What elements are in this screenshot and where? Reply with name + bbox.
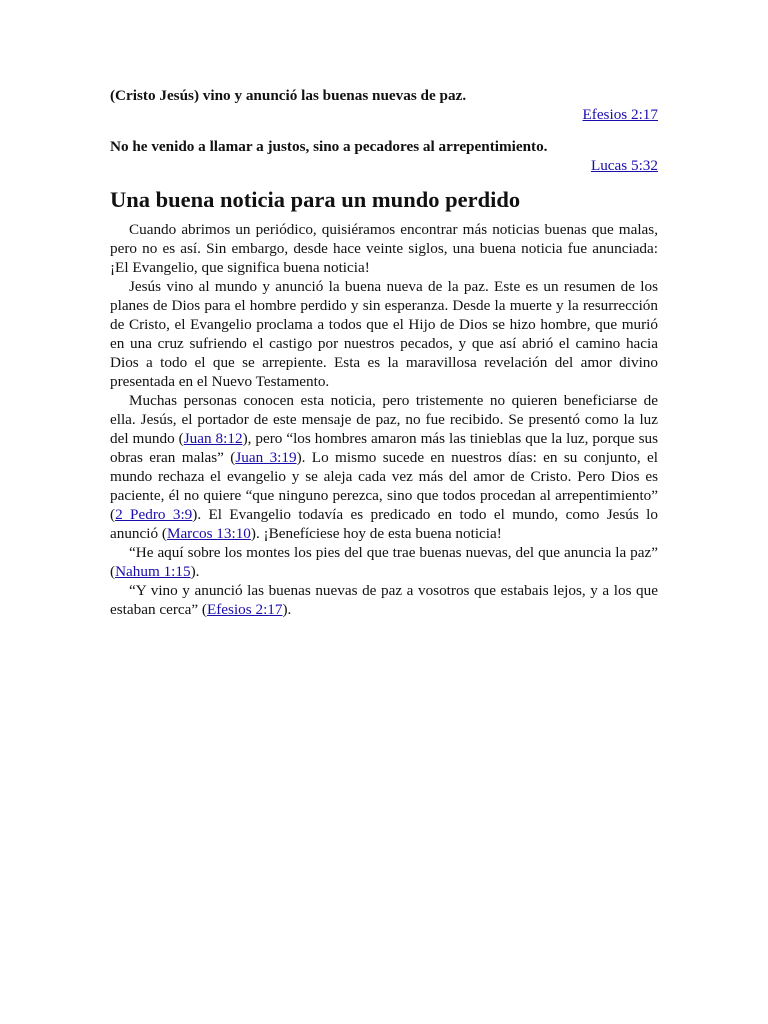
paragraph-4-text-2: ). xyxy=(190,563,200,580)
link-2-pedro-3-9[interactable]: 2 Pedro 3:9 xyxy=(115,506,193,523)
paragraph-3-text-5: ). ¡Benefíciese hoy de esta buena noticia! xyxy=(250,525,502,542)
document-page xyxy=(110,86,658,619)
paragraph-5 xyxy=(110,581,658,619)
paragraph-2: Jesús vino al mundo y anunció la buena nueva de la paz. Este es un resumen de los planes de Dios para el hombre perdido y sin esperanza. Desde la muerte y la resurrección de Cristo, el Evangelio proclama a todos que el Hijo de Dios se hizo hombre, que murió en una cruz sufriendo el castigo por nuestros pecados, y que así abrió el camino hacia Dios a todo el que se arrepiente. Esta es la maravillosa revelación del amor divino presentada en el Nuevo Testamento. xyxy=(110,278,658,390)
paragraph-1: Cuando abrimos un periódico, quisiéramos encontrar más noticias buenas que malas, pero no es así. Sin embargo, desde hace veinte siglos, una buena noticia fue anunciada: ¡El Evangelio, que significa buena noticia! xyxy=(110,221,658,276)
paragraph-3-text-4: ). El Evangelio todavía es predicado en todo el mundo, como Jesús lo anunció ( xyxy=(110,506,658,542)
link-nahum-1-15[interactable]: Nahum 1:15 xyxy=(115,563,191,580)
verse-ref-1 xyxy=(110,105,658,124)
verse-quote-2: No he venido a llamar a justos, sino a pecadores al arrepentimiento. xyxy=(110,138,548,155)
paragraph-4 xyxy=(110,543,658,581)
link-juan-8-12[interactable]: Juan 8:12 xyxy=(183,430,243,447)
article-heading: Una buena noticia para un mundo perdido xyxy=(110,187,521,212)
paragraph-3 xyxy=(110,391,658,543)
link-marcos-13-10[interactable]: Marcos 13:10 xyxy=(166,525,251,542)
paragraph-5-text-2: ). xyxy=(282,601,292,618)
verse-ref-2 xyxy=(110,156,658,175)
link-efesios-2-17[interactable]: Efesios 2:17 xyxy=(206,601,283,618)
paragraph-3-text-1: Muchas personas conocen esta noticia, pero tristemente no quieren beneficiarse de ella. Jesús, el portador de este mensaje de paz, no fue recibido. Se presentó como la luz del mundo ( xyxy=(110,392,658,447)
verse-ref-link-2[interactable]: Lucas 5:32 xyxy=(590,157,658,174)
paragraph-3-text-2: ), pero “los hombres amaron más las tinieblas que la luz, porque sus obras eran malas” ( xyxy=(110,430,658,466)
paragraph-3-text-3: ). Lo mismo sucede en nuestros días: en su conjunto, el mundo rechaza el evangelio y se aleja cada vez más del amor de Cristo. Pero Dios es paciente, él no quiere “que ninguno perezca, sino que todos procedan al arrepentimiento” ( xyxy=(110,449,659,523)
verse-quote-1: (Cristo Jesús) vino y anunció las buenas nuevas de paz. xyxy=(110,87,467,104)
verse-ref-link-1[interactable]: Efesios 2:17 xyxy=(582,106,658,123)
paragraph-5-text-1: “Y vino y anunció las buenas nuevas de paz a vosotros que estabais lejos, y a los que estaban cerca” ( xyxy=(110,582,658,618)
paragraph-4-text-1: “He aquí sobre los montes los pies del que trae buenas nuevas, del que anuncia la paz” ( xyxy=(110,544,658,580)
article-body xyxy=(110,220,658,619)
link-juan-3-19[interactable]: Juan 3:19 xyxy=(235,449,297,466)
